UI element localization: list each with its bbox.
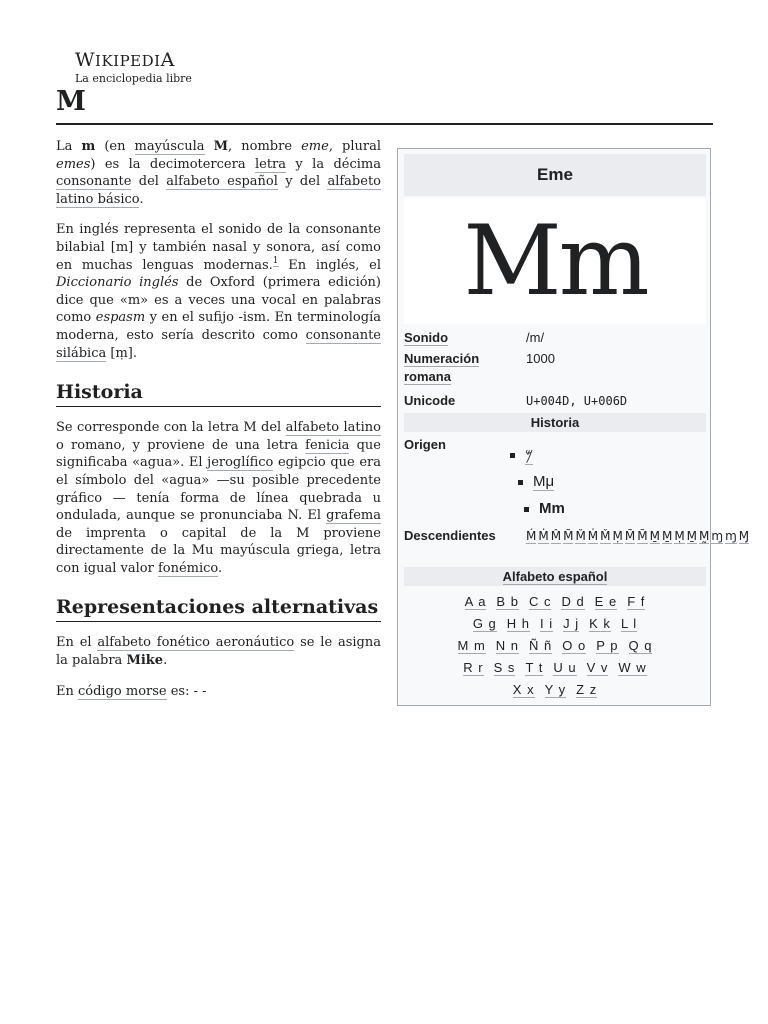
alfabeto-letter-link[interactable]: Z z [576, 682, 598, 697]
descendant-letter[interactable]: M̱ [649, 529, 660, 543]
descendant-letter[interactable]: M̌ [600, 529, 611, 543]
origen-item-latin: Mm [524, 499, 565, 519]
alfabeto-letter-link[interactable]: F f [627, 594, 646, 609]
alfabeto-letter-link[interactable]: Ñ ñ [529, 638, 553, 653]
descendant-letter[interactable]: ɱ [711, 529, 724, 543]
sonido-label[interactable]: Sonido [404, 330, 449, 345]
alfabeto-letter-link[interactable]: O o [562, 638, 587, 653]
alfabeto-letter-link[interactable]: W w [618, 660, 647, 675]
link-letra[interactable]: letra [254, 156, 287, 172]
alfabeto-letter-link[interactable]: Y y [544, 682, 567, 697]
origen-item-phoenician: 𐤌 [510, 445, 533, 465]
alfabeto-letter-link[interactable]: C c [528, 594, 552, 609]
alfabeto-letter-link[interactable]: M m [457, 638, 486, 653]
alfabeto-letter-link[interactable]: V v [586, 660, 609, 675]
repr-paragraph-2: En código morse es: - - [56, 683, 207, 699]
alfabeto-letter-link[interactable]: T t [525, 660, 544, 675]
tagline: La enciclopedia libre [75, 72, 192, 85]
descendientes-label: Descendientes [404, 528, 496, 543]
alfabeto-letter-link[interactable]: U u [553, 660, 577, 675]
alfabeto-letter-link[interactable]: H h [506, 616, 531, 631]
link-alfabeto-fonetico[interactable]: alfabeto fonético aeronáutico [97, 635, 295, 651]
descendant-letter[interactable]: M̂ [550, 529, 562, 543]
descendant-letter[interactable]: Ḿ [526, 529, 537, 543]
repr-paragraph-1: En el alfabeto fonético aeronáutico se le asigna la palabra Mike. [56, 635, 382, 669]
link-jeroglifico[interactable]: jeroglífico [207, 455, 274, 471]
link-consonante-silabica[interactable]: consonante silábica [56, 327, 381, 361]
link-consonante[interactable]: consonante [56, 174, 132, 190]
descendant-letter[interactable]: M̱ [661, 529, 673, 543]
link-fonemico[interactable]: fonémico [157, 560, 219, 576]
alfabeto-letter-link[interactable]: N n [495, 638, 520, 653]
link-alfabeto-latino-basico[interactable]: alfabeto latino básico [56, 174, 381, 207]
historia-paragraph: Se corresponde con la letra M del alfabeto latino o romano, y proviene de una letra fenicia que significaba «agua». El jeroglífico egipcio que era el símbolo del «agua» —su posible precedente gráfico — tenía forma de línea quebrada u ondulada, aunque se pronunciaba N. El grafema de imprenta o capital de la M proviene directamente de la Mu mayúscula griega, letra con igual valor fonémico. [56, 420, 381, 576]
descendant-letter[interactable]: M̱ [686, 529, 698, 543]
descendant-letter[interactable]: ɱ [725, 529, 737, 543]
alfabeto-row [404, 635, 706, 657]
alfabeto-letter-link[interactable]: D d [561, 594, 585, 609]
alfabeto-letter-link[interactable]: Q q [628, 638, 653, 653]
descendientes-list [526, 527, 750, 545]
alfabeto-letter-link[interactable]: G g [472, 616, 497, 631]
title-divider [56, 123, 713, 125]
numeracion-value: 1000 [526, 351, 555, 366]
alfabeto-row [404, 613, 706, 635]
infobox-title: Eme [404, 154, 706, 196]
intro-paragraph-1: La m (en mayúscula M, nombre eme, plural emes) es la decimotercera letra y la décima consonante del alfabeto español y del alfabeto latino básico. [56, 139, 381, 207]
intro-paragraph-2: En inglés representa el sonido de la consonante bilabial [m] y también nasal y sonora, así como en muchas lenguas modernas.$^1$ En inglés, el Diccionario inglés de Oxford (primera edición) dice que «m» es a veces una vocal en palabras como espasm y en el sufijo -ism. En terminología moderna, esto sería descrito como consonante silábica [ṃ]. [56, 222, 381, 361]
link-fenicia[interactable]: fenicia [305, 437, 350, 453]
alfabeto-grid [404, 591, 706, 701]
footnote-1[interactable]: 1 [272, 256, 279, 267]
alfabeto-row [404, 679, 706, 701]
alfabeto-header: Alfabeto español [404, 567, 706, 586]
link-alfabeto-latino[interactable]: alfabeto latino [285, 420, 381, 436]
wordmark: WIKIPEDIA [75, 49, 175, 71]
alfabeto-letter-link[interactable]: A a [464, 594, 487, 609]
wikipedia-logo[interactable] [75, 50, 205, 86]
descendant-letter[interactable]: Ṁ [538, 529, 549, 543]
origen-label: Origen [404, 437, 446, 452]
descendant-letter[interactable]: Ṃ [674, 529, 685, 543]
alfabeto-letter-link[interactable]: X x [512, 682, 535, 697]
link-mayuscula[interactable]: mayúscula [134, 139, 205, 154]
alfabeto-letter-link[interactable]: E e [594, 594, 618, 609]
descendant-letter[interactable]: M̃ [563, 529, 574, 543]
descendant-letter[interactable]: Ɱ [738, 529, 750, 543]
alfabeto-letter-link[interactable]: P p [596, 638, 619, 653]
historia-header: Historia [404, 413, 706, 432]
link-alfabeto-espanol[interactable]: alfabeto español [166, 174, 278, 190]
alfabeto-letter-link[interactable]: L l [620, 616, 638, 631]
alfabeto-letter-link[interactable]: J j [563, 616, 580, 631]
alfabeto-row [404, 657, 706, 679]
descendant-letter[interactable]: M̌ [575, 529, 586, 543]
link-codigo-morse[interactable]: código morse [78, 683, 167, 699]
unicode-label: Unicode [404, 393, 456, 408]
unicode-value: U+004D, U+006D [526, 394, 628, 408]
link-grafema[interactable]: grafema [326, 508, 381, 524]
infobox [397, 148, 750, 706]
alfabeto-letter-link[interactable]: S s [493, 660, 516, 675]
heading-historia: Historia [56, 380, 381, 407]
alfabeto-letter-link[interactable]: R r [463, 660, 484, 675]
alfabeto-letter-link[interactable]: I i [540, 616, 554, 631]
numeracion-label[interactable]: Numeración romana [404, 351, 480, 384]
article-body [56, 138, 381, 713]
descendant-letter[interactable]: Ṃ [612, 529, 623, 543]
descendant-letter[interactable]: M̃ [637, 529, 648, 543]
letter-glyph-image: Mm [404, 198, 706, 324]
descendant-letter[interactable]: M̃ [624, 529, 636, 543]
descendant-letter[interactable]: M̰ [699, 529, 710, 543]
alfabeto-letter-link[interactable]: K k [589, 616, 611, 631]
page-title: M [56, 86, 86, 117]
heading-representaciones: Representaciones alternativas [56, 595, 381, 622]
alfabeto-letter-link[interactable]: B b [496, 594, 519, 609]
alfabeto-row [404, 591, 706, 613]
descendant-letter[interactable]: Ṁ [587, 529, 599, 543]
sonido-value: /m/ [526, 330, 545, 345]
origen-item-greek: Mμ [518, 472, 554, 492]
